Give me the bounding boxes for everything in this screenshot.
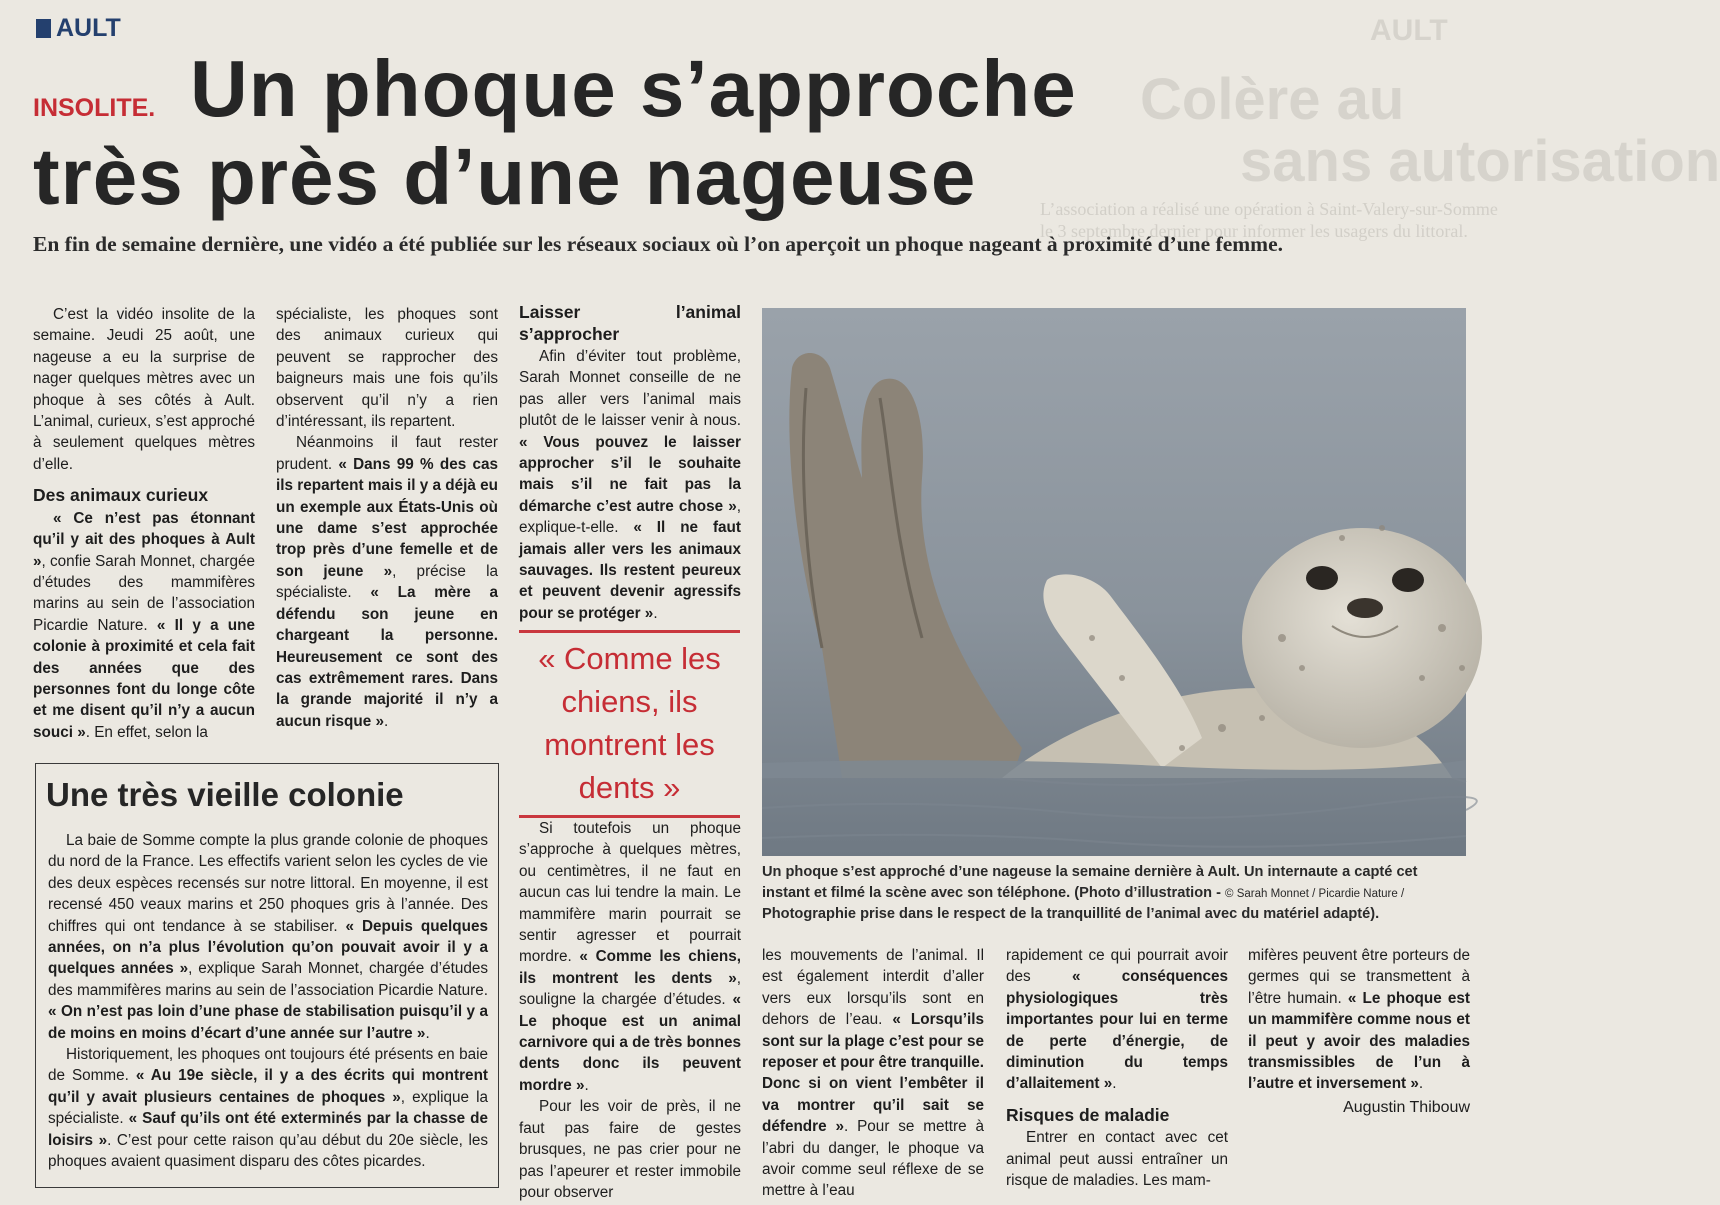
quote-text: « Dans 99 % des cas ils repartent mais il y a déjà eu un exemple aux États-Unis où une dame s’est approchée trop près d’une femelle et de son jeune » bbox=[276, 455, 498, 580]
subheading: Des animaux curieux bbox=[33, 485, 209, 506]
author-signature: Augustin Thibouw bbox=[1343, 1098, 1470, 1116]
text: . Pour se mettre à l’abri du danger, le phoque va avoir comme seul réflexe de se mettre à l’eau bbox=[762, 1118, 985, 1200]
column-3 bbox=[519, 302, 741, 624]
seal-eye bbox=[1392, 568, 1424, 592]
quote-text: « Vous pouvez le laisser approcher s’il le souhaite mais s’il ne fait pas la démarche c’est autre chose » bbox=[519, 433, 741, 515]
quote-text: « Ce n’est pas étonnant qu’il y ait des phoques à Ault » bbox=[33, 509, 255, 570]
paragraph bbox=[1006, 945, 1228, 1095]
paragraph bbox=[1248, 945, 1470, 1095]
column-1 bbox=[33, 304, 255, 743]
column-5 bbox=[762, 945, 984, 1202]
quote-text: « Il ne faut jamais aller vers les animaux sauvages. Ils restent peureux et peuvent devenir agressifs pour se protéger » bbox=[519, 519, 741, 622]
photo-credit: © Sarah Monnet / Picardie Nature / bbox=[1225, 887, 1405, 900]
column-7 bbox=[1248, 945, 1470, 1118]
text: . C’est pour cette raison qu’au début du 20e siècle, les phoques avaient quasiment disparu des côtes picardes. bbox=[48, 1131, 488, 1171]
paragraph bbox=[48, 1044, 488, 1172]
quote-text: « Le phoque est un animal carnivore qui a de très bonnes dents donc ils peuvent mordre » bbox=[519, 991, 741, 1094]
pull-quote: « Comme les chiens, ils montrent les dents » bbox=[519, 630, 740, 818]
column-2 bbox=[276, 304, 498, 732]
text: Si toutefois un phoque s’approche à quelques mètres, ou centimètres, il ne faut en aucun cas lui tendre la main. Le mammifère marin pourrait se sentir agresser et pourrait mordre. bbox=[519, 820, 741, 966]
quote-text: « Au 19e siècle, il y a des écrits qui montrent qu’il y avait plusieurs centaines de phoques » bbox=[48, 1067, 489, 1106]
text: . bbox=[653, 604, 658, 622]
section-text: AULT bbox=[56, 14, 121, 42]
text: Afin d’éviter tout problème, Sarah Monnet conseille de ne pas aller vers l’animal mais plutôt de le laisser venir à nous. bbox=[519, 348, 741, 430]
subheading: Risques de maladie bbox=[1006, 1104, 1170, 1125]
text: La baie de Somme compte la plus grande colonie de phoques du nord de la France. Les effectifs varient selon les cycles de vie des deux espèces recensés sur notre littoral. En moyenne, il est recensé 450 veaux marins et 250 phoques gris à l’année. Des chiffres qui ont tendance à se stabiliser. bbox=[48, 832, 488, 935]
quote-text: « Sauf qu’ils ont été exterminés par la chasse de loisirs » bbox=[48, 1110, 488, 1149]
seal-photo bbox=[762, 308, 1466, 856]
quote-text: « conséquences physiologiques très importantes pour lui en terme de perte d’énergie, de diminution du temps d’allaitement » bbox=[1006, 968, 1228, 1093]
kicker: INSOLITE. bbox=[33, 94, 156, 122]
paragraph bbox=[519, 818, 741, 1096]
quote-text: « La mère a défendu son jeune en chargeant la personne. Heureusement ce sont des cas extrêmement rares. Dans la grande majorité il n’y a aucun risque » bbox=[276, 584, 499, 730]
section-label bbox=[36, 14, 121, 43]
seal-nose bbox=[1347, 598, 1383, 618]
text: les mouvements de l’animal. Il est également interdit d’aller vers eux lorsqu’ils sont en dehors de l’eau. bbox=[762, 947, 984, 1029]
paragraph bbox=[48, 830, 488, 1044]
quote-text: « Il y a une colonie à proximité et cela fait des années que des personnes font du longe côte et me disent qu’il n’y a aucun souci » bbox=[33, 616, 256, 741]
text: . En effet, selon la bbox=[85, 723, 208, 741]
paragraph bbox=[33, 508, 255, 743]
caption-text: Un phoque s’est approché d’une nageuse la semaine dernière à Ault. Un internaute a capté cet instant et filmé la scène avec son téléphone. (Photo d’illustration - bbox=[762, 864, 1418, 901]
box-title: Une très vieille colonie bbox=[46, 776, 404, 813]
column-6 bbox=[1006, 945, 1228, 1192]
paragraph: C’est la vidéo insolite de la semaine. Jeudi 25 août, une nageuse a eu la surprise de nager quelques mètres avec un phoque à ses côtés à Ault. L’animal, curieux, s’est approché à seulement quelques mètres d’elle. bbox=[33, 306, 255, 473]
paragraph bbox=[762, 945, 984, 1202]
column-4 bbox=[519, 818, 741, 1203]
sidebar-box bbox=[35, 763, 499, 1188]
text: rapidement ce qui pourrait avoir des bbox=[1006, 947, 1228, 986]
text: , précise la spécialiste. bbox=[276, 562, 498, 602]
ghost-section: AULT bbox=[1370, 14, 1448, 47]
caption-text: Photographie prise dans le respect de la tranquillité de l’animal avec du matériel adapté). bbox=[762, 906, 1380, 922]
paragraph bbox=[276, 432, 498, 732]
quote-text: « Lorsqu’ils sont sur la plage c’est pour se reposer et pour être tranquille. Donc si on vient l’embêter il va montrer qu’il sait se défendre » bbox=[762, 1011, 984, 1136]
paragraph bbox=[519, 346, 741, 624]
ghost-title-line2: sans autorisation bbox=[1240, 129, 1720, 194]
text: . bbox=[425, 1024, 430, 1042]
headline-line-1: Un phoque s’approche bbox=[190, 44, 1077, 133]
text: mifères peuvent être porteurs de germes qui se transmettent à l’être humain. bbox=[1248, 947, 1470, 1007]
text: . bbox=[584, 1076, 589, 1094]
photo-caption bbox=[762, 862, 1466, 925]
seal-eye bbox=[1306, 566, 1338, 590]
quote-text: « Comme les chiens, ils montrent les dents » bbox=[519, 948, 742, 987]
paragraph: spécialiste, les phoques sont des animaux curieux qui peuvent se rapprocher des baigneurs mais une fois qu’ils observent qu’il n’y a rien d’intéressant, ils repartent. bbox=[276, 306, 498, 431]
text: Néanmoins il faut rester prudent. bbox=[276, 434, 498, 473]
text: Historiquement, les phoques ont toujours été présents en baie de Somme. bbox=[48, 1046, 488, 1085]
ghost-title-line1: Colère au bbox=[1140, 67, 1405, 132]
lead-paragraph: En fin de semaine dernière, une vidéo a été publiée sur les réseaux sociaux où l’on aperçoit un phoque nageant à proximité d’une femme. bbox=[33, 232, 1283, 256]
seal-illustration bbox=[762, 308, 1466, 856]
text: , souligne la chargée d’études. bbox=[519, 969, 741, 1009]
text: , explique la spécialiste. bbox=[48, 1088, 489, 1128]
text: , explique-t-elle. bbox=[519, 497, 741, 537]
section-square-icon bbox=[36, 19, 51, 38]
quote-text: « Le phoque est un mammifère comme nous et il peut y avoir des maladies transmissibles de l’un à l’autre et inversement » bbox=[1248, 989, 1471, 1093]
subheading: Laisser l’animal s’approcher bbox=[519, 302, 741, 344]
text: . bbox=[1112, 1075, 1117, 1093]
paragraph: Entrer en contact avec cet animal peut aussi entraîner un risque de maladies. Les mam- bbox=[1006, 1129, 1228, 1190]
quote-text: « On n’est pas loin d’une phase de stabilisation puisqu’il y a de moins en moins d’écart d’une année sur l’autre » bbox=[48, 1003, 488, 1042]
paragraph: Pour les voir de près, il ne faut pas faire de gestes brusques, ne pas crier pour ne pas l’apeurer et rester immobile pour observer bbox=[519, 1098, 741, 1201]
text: , explique Sarah Monnet, chargée d’études des mammifères marins au sein de l’association Picardie Nature. bbox=[48, 960, 489, 999]
text: , confie Sarah Monnet, chargée d’études des mammifères marins au sein de l’association Picardie Nature. bbox=[33, 552, 255, 634]
text: . bbox=[383, 712, 389, 730]
headline-line-2: très près d’une nageuse bbox=[33, 132, 977, 221]
text: . bbox=[1418, 1075, 1424, 1093]
ghost-body: L’association a réalisé une opération à Saint-Valery-sur-Somme le 3 septembre dernier pour informer les usagers du littoral. bbox=[1040, 199, 1498, 241]
box-body bbox=[48, 830, 488, 1173]
quote-text: « Depuis quelques années, on n’a plus l’évolution qu’on pouvait avoir il y a quelques années » bbox=[48, 917, 489, 978]
